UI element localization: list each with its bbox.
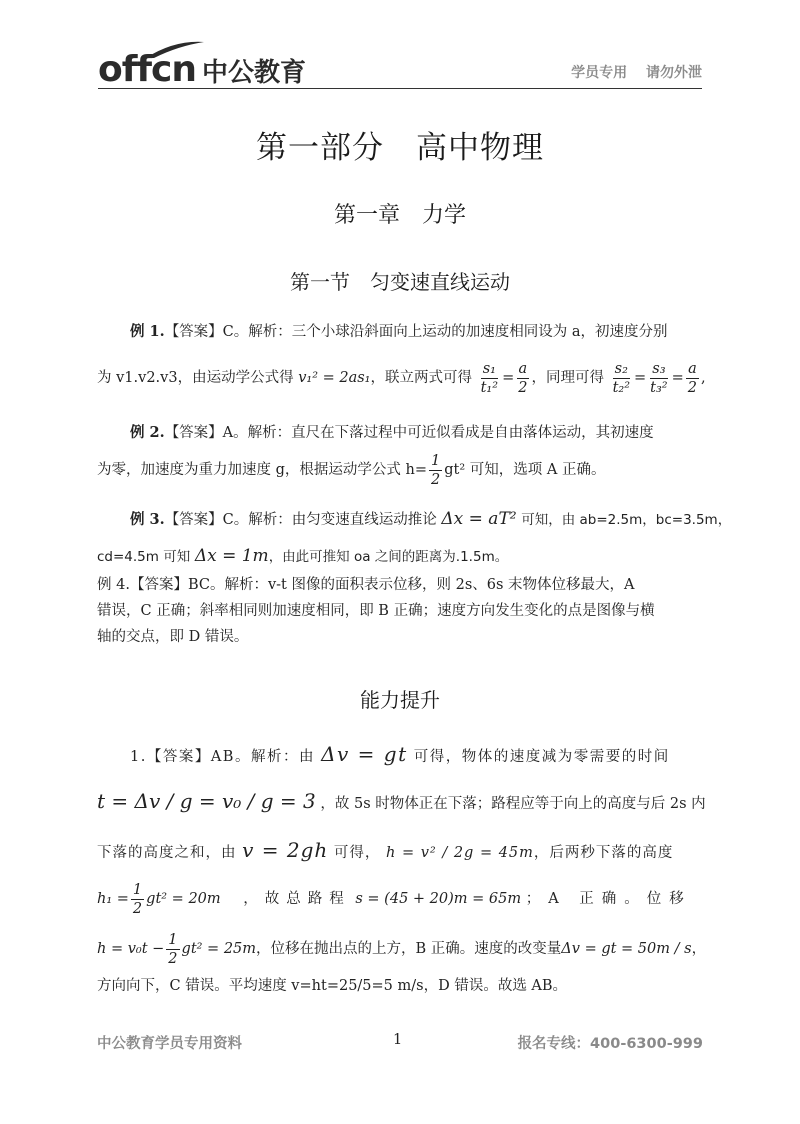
example-2-label: 例 2. — [130, 424, 165, 441]
example-3-label: 例 3. — [130, 511, 165, 528]
footer-left: 中公教育学员专用资料 — [97, 1036, 242, 1052]
example-4-line-1: 例 4.【答案】BC。解析：v-t 图像的面积表示位移，则 2s、6s 末物体位移最大，A — [97, 577, 635, 593]
example-2-text-b: 为零，加速度为重力加速度 g，根据运动学公式 h= — [97, 462, 427, 478]
offcn-logo — [98, 42, 306, 88]
ability-formula-3b: h = v² / 2g = 45m — [386, 845, 534, 861]
example-1-line-2: 为 v1.v2.v3，由运动学公式得 v₁² = 2as₁，联立两式可得 $\frac{\text{s₁}}{\text{t₁²}}$ = $\frac{a}{2}$ ，同理可得 $\frac{\text{s₂}}{\text{t₂²}}$ = $\frac{\text{s₃}}{\text{t₃²}}$ = $\frac{a}{2}$ , — [97, 360, 706, 396]
ability-text-4b: ，故总路程 — [243, 891, 351, 907]
ability-formula-5c: Δv = gt = 50m / s — [561, 941, 692, 957]
ability-formula-4: gt² = 20m — [146, 891, 221, 907]
chapter-title: 第一章 力学 — [333, 203, 466, 228]
page-number: 1 — [393, 1032, 403, 1048]
ability-text-1a: 1.【答案】AB。解析：由 — [130, 749, 315, 765]
ability-line-4: h₁ = $\frac{1}{2}$ gt² = 20m ，故总路程 s = (45 + 20)m = 65m ；A 正确。位移 — [97, 881, 692, 917]
ability-text-5c: ， — [691, 941, 707, 957]
example-3-formula: Δx = aT² — [441, 509, 517, 529]
section-title: 第一节 匀变速直线运动 — [290, 270, 510, 294]
header-notice — [557, 62, 702, 82]
part-title: 第一部分 高中物理 — [256, 130, 544, 166]
ability-line-2 — [97, 789, 707, 813]
ability-line-6: 方向向下，C 错误。平均速度 v=ht=25/5=5 m/s，D 错误。故选 AB。 — [97, 978, 568, 994]
ability-text-3c: ，后两秒下落的高度 — [533, 845, 674, 861]
fraction-s1-t1: $\frac{\text{s₁}}{\text{t₁²}}$ — [480, 360, 499, 396]
fraction-one-half: $\frac{1}{2}$ — [431, 452, 441, 488]
example-1-line-1 — [97, 320, 707, 341]
example-3-line-2 — [97, 545, 707, 566]
example-1-text-b: 为 v1.v2.v3，由运动学公式得 — [97, 370, 294, 386]
example-3-line-1 — [97, 508, 732, 529]
ability-formula-5b: gt² = 25m — [181, 941, 257, 957]
example-3-text-b: 可知，由 ab=2.5m，bc=3.5m， — [521, 512, 732, 528]
footer-hotline: 报名专线：400-6300-999 — [517, 1036, 703, 1052]
example-4-line-2: 错误，C 正确；斜率相同则加速度相同，即 B 正确；速度方向发生变化的点是图像与横 — [97, 603, 655, 619]
fraction-a-2b: $\frac{a}{2}$ — [687, 360, 698, 396]
ability-formula-2: t = Δv / g = v₀ / g = 3 — [97, 789, 316, 813]
example-1-text-c: ，联立两式可得 — [370, 370, 472, 386]
notice-do-not-leak: 请勿外泄 — [646, 65, 702, 81]
example-1-label: 例 1. — [130, 323, 165, 340]
notice-students-only: 学员专用 — [571, 65, 628, 81]
logo-latin: offcn — [98, 49, 197, 90]
example-2-text-a: 【答案】A。解析：直尺在下落过程中可近似看成是自由落体运动，其初速度 — [164, 425, 654, 441]
ability-line-3 — [97, 838, 707, 862]
example-1-formula: v₁² = 2as₁ — [298, 370, 371, 386]
ability-text-2b: ，故 5s 时物体正在下落；路程应等于向上的高度与后 2s 内 — [320, 796, 706, 812]
logo-chinese: 中公教育 — [202, 58, 307, 88]
ability-text-5b: ，位移在抛出点的上方，B 正确。速度的改变量 — [256, 941, 562, 957]
ability-formula-1: Δv = gt — [321, 742, 408, 766]
ability-formula-4b: s = (45 + 20)m = 65m — [355, 891, 522, 907]
fraction-s2-t2: $\frac{\text{s₂}}{\text{t₂²}}$ — [612, 360, 631, 396]
fraction-one-half-3: $\frac{1}{2}$ — [168, 931, 178, 967]
example-2-text-c: gt² 可知，选项 A 正确。 — [444, 462, 606, 478]
example-2-line-2 — [97, 447, 707, 493]
fraction-s3-t3: $\frac{\text{s₃}}{\text{t₃²}}$ — [650, 360, 668, 396]
ability-formula-3: v = 2gh — [242, 838, 329, 862]
example-4-line-3: 轴的交点，即 D 错误。 — [97, 629, 249, 645]
ability-formula-5: h = v₀t − — [97, 941, 165, 957]
ability-text-3a: 下落的高度之和，由 — [97, 845, 237, 861]
example-1-text-d: ，同理可得 — [531, 370, 604, 386]
example-3-formula-2: Δx = 1m — [194, 546, 269, 566]
page-header — [98, 36, 702, 89]
ability-line-5 — [97, 926, 707, 972]
fraction-one-half-2: $\frac{1}{2}$ — [132, 881, 143, 917]
subsection-title: 能力提升 — [360, 688, 440, 712]
example-3-text-d: ，由此可推知 oa 之间的距离为.1.5m。 — [268, 549, 509, 565]
ability-text-1b: 可得，物体的速度减为零需要的时间 — [413, 749, 670, 765]
ability-text-3b: 可得， — [333, 845, 381, 861]
example-3-text-a: 【答案】C。解析：由匀变速直线运动推论 — [164, 512, 437, 528]
fraction-a-2: $\frac{a}{2}$ — [518, 360, 528, 396]
ability-line-1 — [97, 742, 707, 766]
example-3-text-c: cd=4.5m 可知 — [97, 549, 191, 565]
example-4-paragraph — [97, 572, 707, 650]
example-1-text-a: 【答案】C。解析：三个小球沿斜面向上运动的加速度相同设为 a，初速度分别 — [164, 324, 668, 340]
logo-swoosh-icon — [144, 38, 206, 60]
ability-text-4c: ；A 正确。位移 — [525, 891, 692, 907]
example-2-line-1 — [97, 421, 707, 442]
